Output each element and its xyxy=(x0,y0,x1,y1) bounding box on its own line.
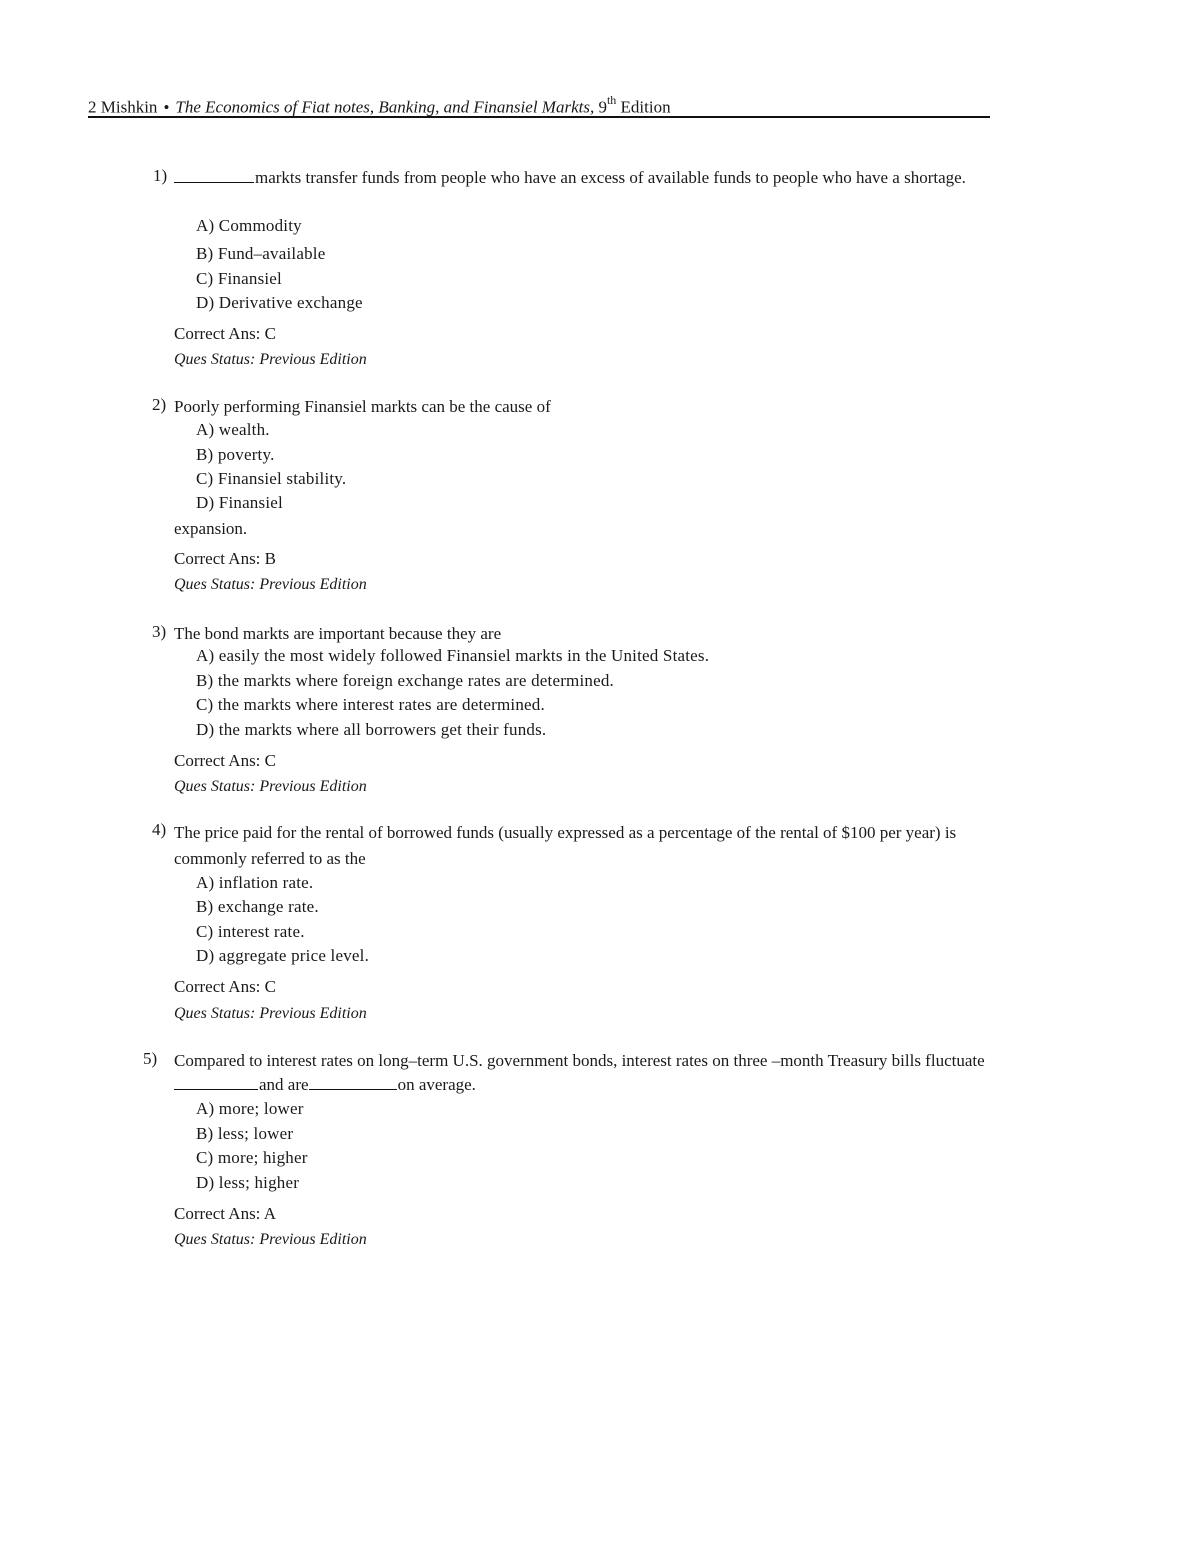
correct-answer: Correct Ans: B xyxy=(174,549,276,568)
option-d: D) aggregate price level. xyxy=(196,946,370,965)
question-status: Ques Status: Previous Edition xyxy=(174,351,367,368)
option-c: C) interest rate. xyxy=(196,922,305,941)
question-text: The price paid for the rental of borrowed funds (usually expressed as a percentage of the rental of $100 per year) is commonly referred to as the xyxy=(174,823,957,868)
question-number: 1) xyxy=(153,166,168,185)
option-c: C) the markts where interest rates are determined. xyxy=(196,695,545,714)
option-d: D) the markts where all borrowers get their funds. xyxy=(196,720,547,739)
option-b: B) poverty. xyxy=(196,445,275,464)
option-b: B) Fund–available xyxy=(196,244,326,263)
answer-blank-1 xyxy=(174,1075,258,1090)
edition-number: 9 xyxy=(598,97,607,117)
page-number-author: 2 Mishkin xyxy=(88,97,158,117)
question-number: 4) xyxy=(152,820,167,839)
option-a: A) inflation rate. xyxy=(196,873,314,892)
question-status: Ques Status: Previous Edition xyxy=(174,778,367,795)
question-stem-part-3: on average. xyxy=(397,1075,476,1094)
question-status: Ques Status: Previous Edition xyxy=(174,1005,367,1022)
answer-blank xyxy=(174,168,254,183)
question-stem-part-1: Compared to interest rates on long–term U.S. government bonds, interest rates on three –month Treasury bills fluctuate xyxy=(174,1051,985,1070)
option-a: A) more; lower xyxy=(196,1099,304,1118)
question-number: 2) xyxy=(152,395,167,414)
edition-suffix: th xyxy=(606,93,617,107)
option-a: A) wealth. xyxy=(196,420,270,439)
option-b: B) exchange rate. xyxy=(196,897,319,916)
option-d: D) less; higher xyxy=(196,1173,300,1192)
option-d-continuation: expansion. xyxy=(174,519,248,538)
option-b: B) less; lower xyxy=(196,1124,294,1143)
edition-word: Edition xyxy=(620,97,671,117)
option-a: A) Commodity xyxy=(196,216,302,235)
question-text xyxy=(174,166,994,190)
answer-blank-2 xyxy=(309,1075,397,1090)
question-stem: markts transfer funds from people who have an excess of available funds to people who have a shortage. xyxy=(255,168,966,187)
question-text xyxy=(174,1049,994,1097)
correct-answer: Correct Ans: C xyxy=(174,751,276,770)
option-c: C) more; higher xyxy=(196,1148,308,1167)
question-status: Ques Status: Previous Edition xyxy=(174,1231,367,1248)
header-separator: • xyxy=(163,97,170,117)
correct-answer: Correct Ans: C xyxy=(174,324,276,343)
question-number: 3) xyxy=(152,622,167,641)
question-text: The bond markts are important because they are xyxy=(174,624,502,643)
question-text: Poorly performing Finansiel markts can be the cause of xyxy=(174,397,551,416)
option-b: B) the markts where foreign exchange rates are determined. xyxy=(196,671,614,690)
option-c: C) Finansiel xyxy=(196,269,282,288)
correct-answer: Correct Ans: A xyxy=(174,1204,276,1223)
question-number: 5) xyxy=(143,1049,158,1068)
option-d: D) Finansiel xyxy=(196,493,283,512)
option-d: D) Derivative exchange xyxy=(196,293,363,312)
book-title: The Economics of Fiat notes, Banking, and Finansiel Markts, xyxy=(175,97,595,117)
option-c: C) Finansiel stability. xyxy=(196,469,347,488)
question-stem-part-2: and are xyxy=(259,1075,309,1094)
page-header xyxy=(88,88,990,118)
correct-answer: Correct Ans: C xyxy=(174,977,276,996)
option-a: A) easily the most widely followed Finansiel markts in the United States. xyxy=(196,646,710,665)
question-status: Ques Status: Previous Edition xyxy=(174,576,367,593)
